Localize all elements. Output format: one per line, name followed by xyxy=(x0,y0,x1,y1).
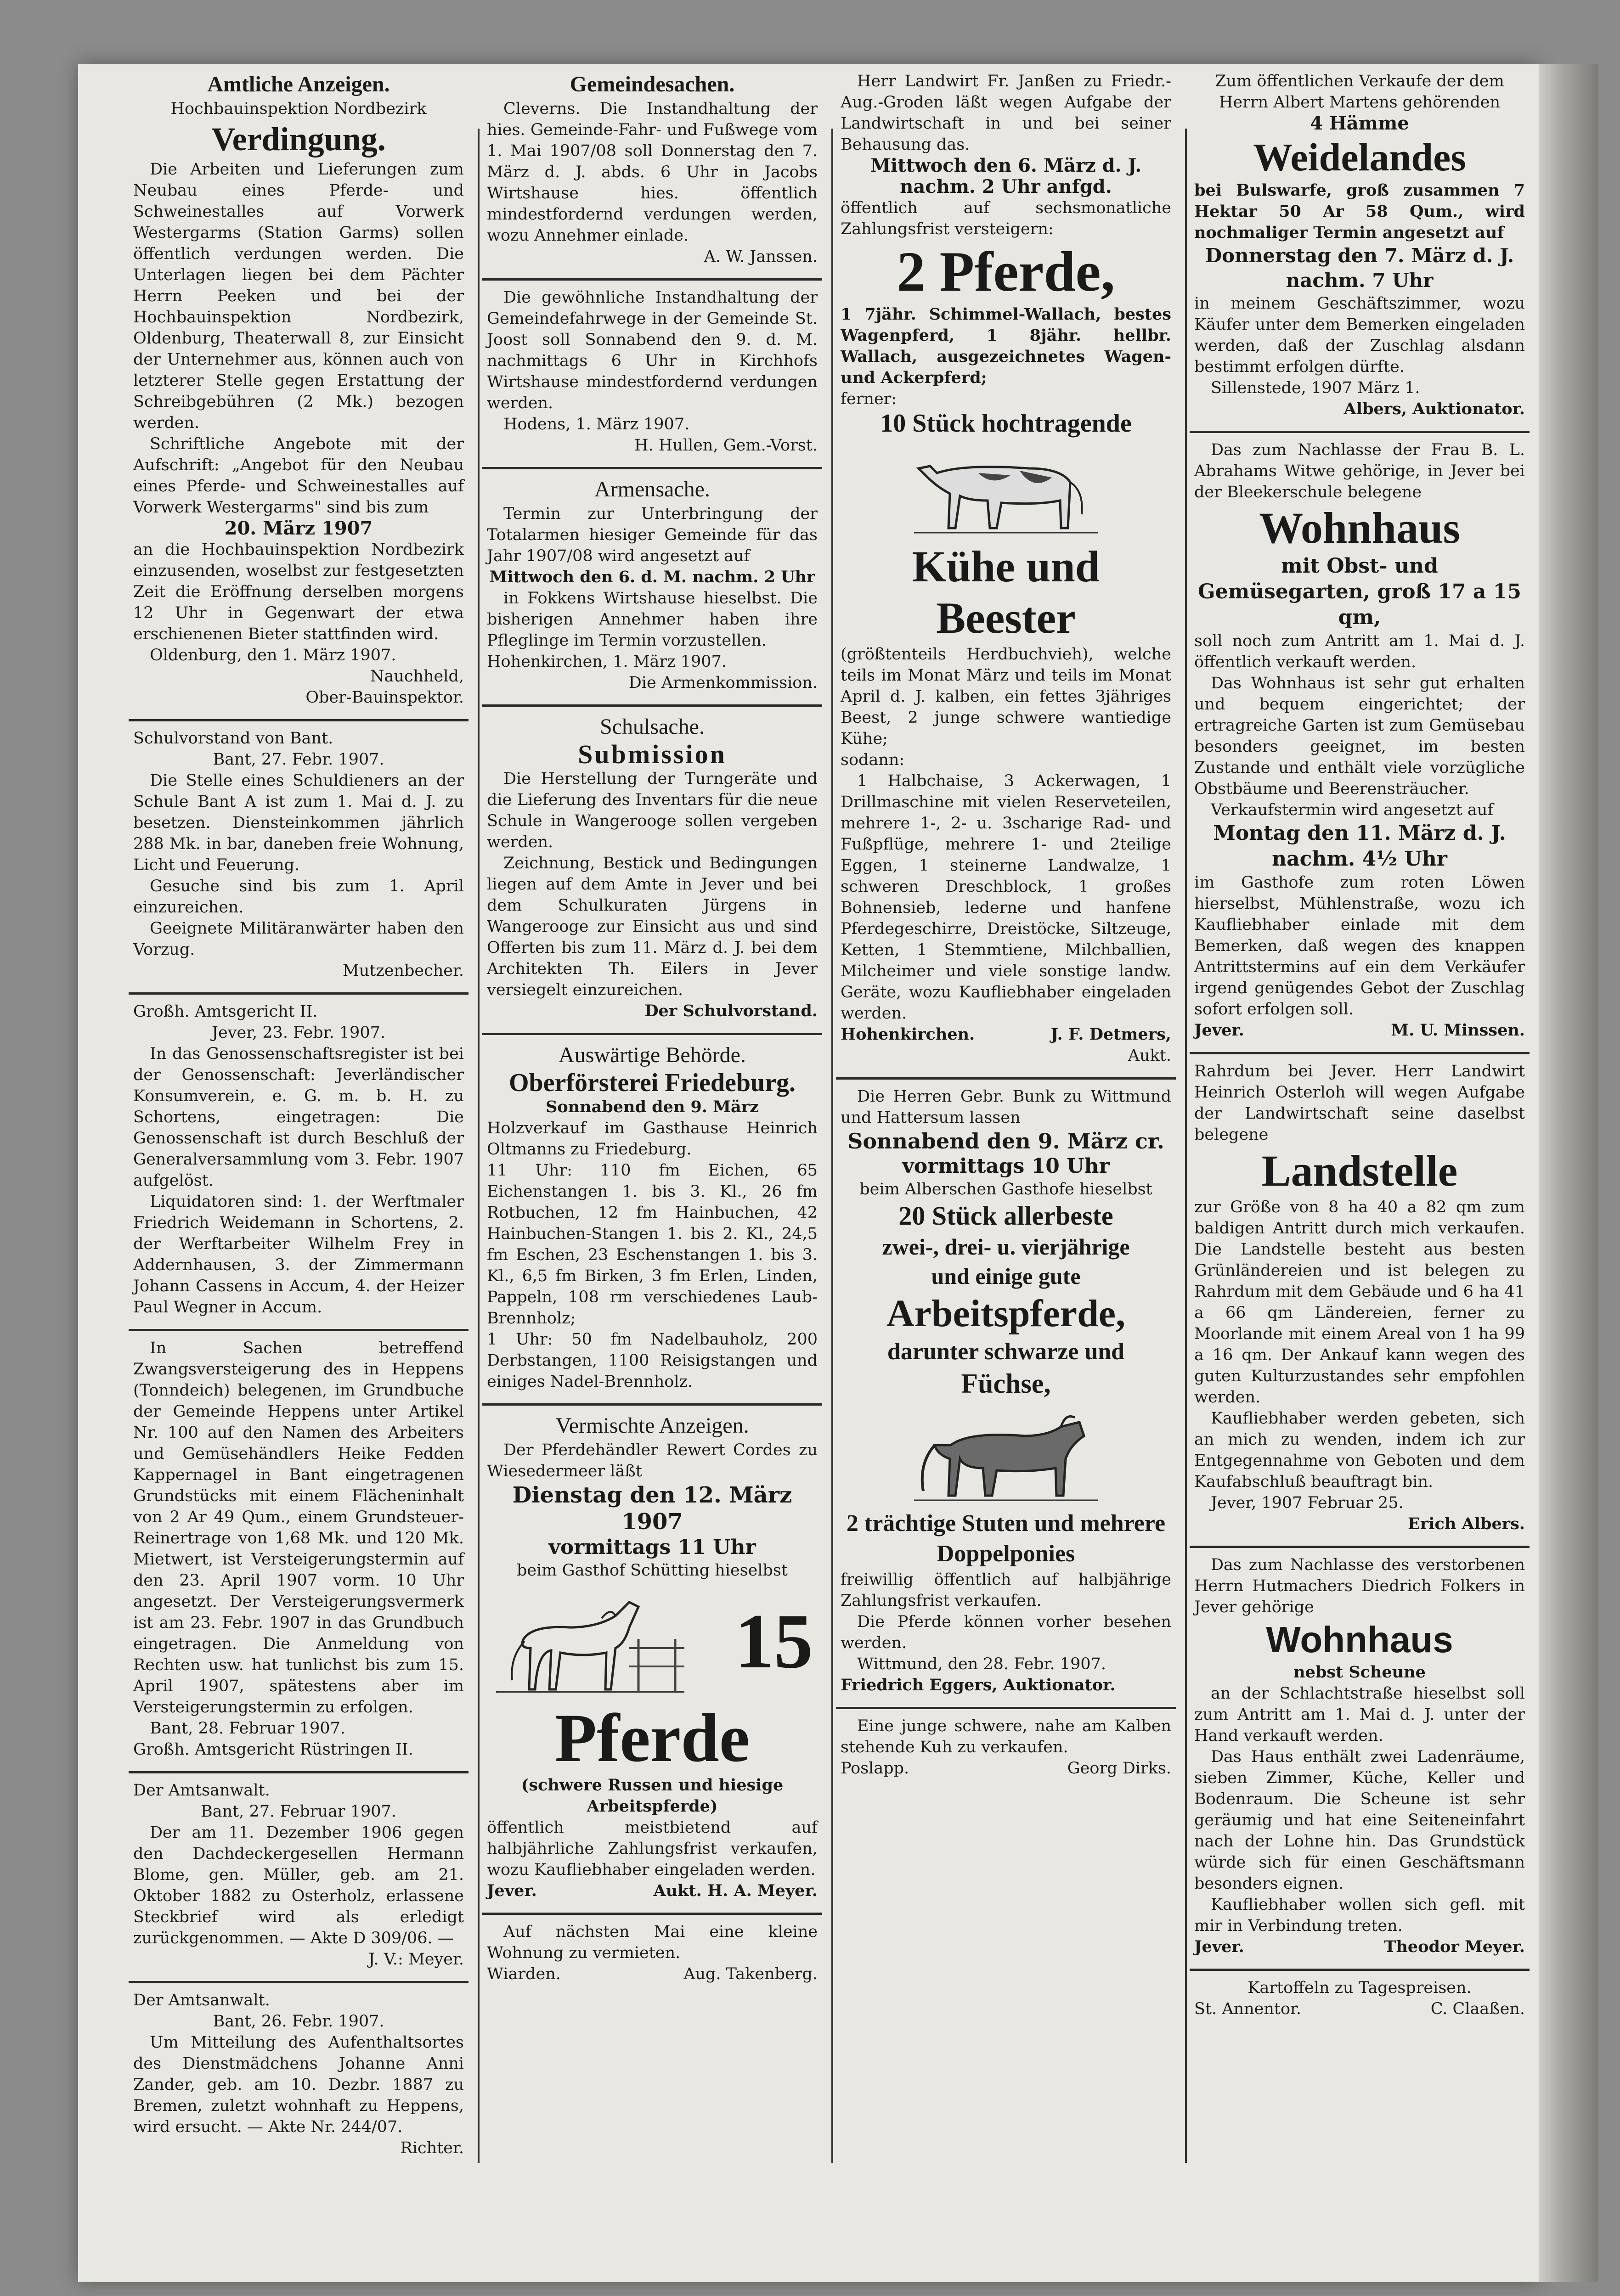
ad-signature: Theodor Meyer. xyxy=(1384,1937,1525,1956)
ad-body: Gesuche sind bis zum 1. April einzureichen. xyxy=(133,877,464,917)
ad-signature: Mutzenbecher. xyxy=(342,962,464,980)
ad-body: Kaufliebhaber werden gebeten, sich an mich zu wenden, indem ich zur Entgegennahme von Geboten und dem Kaufabschluß beauftragt bin. xyxy=(1194,1409,1525,1491)
horse-illustration-block xyxy=(487,1581,818,1701)
ad-title: Kühe und xyxy=(912,542,1100,591)
ad-body: freiwillig öffentlich auf halbjährige Zahlungsfrist verkaufen. xyxy=(841,1570,1171,1610)
ad-body: bei Bulswarfe, groß zusammen 7 Hektar 50 Ar 58 Qum., wird nochmaliger Termin angesetzt auf xyxy=(1194,181,1525,242)
ad-signature: M. U. Minssen. xyxy=(1391,1021,1525,1040)
ad-signature: Großh. Amtsgericht Rüstringen II. xyxy=(133,1740,413,1759)
ad-title: Weidelandes xyxy=(1253,135,1466,179)
ad-body: Rahrdum bei Jever. Herr Landwirt Heinrich Osterloh will wegen Aufgabe der Landwirtschaft seine daselbst belegene xyxy=(1194,1062,1525,1144)
ad-title: 20 Stück allerbeste xyxy=(898,1201,1113,1231)
ad-date: Mittwoch den 6. März d. J. nachm. 2 Uhr anfgd. xyxy=(870,155,1142,197)
ad-body: Das Haus enthält zwei Ladenräume, sieben Zimmer, Küche, Keller und Bodenraum. Die Scheune ist sehr geräumig und hat eine Seiteneinfahrt nach der Lohne hin. Das Grundstück würde sich für einen Geschäftsmann besonders eignen. xyxy=(1194,1748,1525,1893)
ad-date: Bant, 27. Februar 1907. xyxy=(201,1802,396,1821)
ad-place: Sillenstede, 1907 März 1. xyxy=(1211,379,1420,397)
ad-subtitle: nebst Scheune xyxy=(1293,1663,1426,1682)
ad-body: Auf nächsten Mai eine kleine Wohnung zu vermieten. xyxy=(487,1923,818,1962)
ad-title: Wohnhaus xyxy=(1259,503,1460,552)
ad-signature: Friedrich Eggers, Auktionator. xyxy=(841,1676,1116,1694)
ad-place: Jever. xyxy=(1194,1021,1244,1040)
ad-schulvorstand xyxy=(129,721,469,995)
ad-footer xyxy=(487,1880,818,1902)
ad-footer xyxy=(841,1024,1171,1045)
ad-body: in Fokkens Wirtshause hieselbst. Die bisherigen Annehmer haben ihre Pfleglinge im Termin vorzustellen. xyxy=(487,589,818,650)
book-page-edge xyxy=(1539,64,1598,2282)
ad-place: Hohenkirchen. xyxy=(841,1025,975,1044)
pony-illustration xyxy=(909,1404,1102,1505)
ad-date: Sonnabend den 9. März xyxy=(546,1097,759,1116)
ad-title: Arbeitspferde, xyxy=(886,1292,1126,1335)
ad-body: öffentlich auf sechsmonatliche Zahlungsfrist versteigern: xyxy=(841,199,1171,238)
ad-signature: Erich Albers. xyxy=(1408,1514,1525,1533)
ad-title: Oberförsterei Friedeburg. xyxy=(508,1069,796,1097)
ad-body: Die gewöhnliche Instandhaltung der Gemeindefahrwege in der Gemeinde St. Joost soll Sonnabend den 9. d. M. nachmittags 6 Uhr in Kirchhofs Wirtshause mindestfordernd verdungen werden. xyxy=(487,288,818,412)
ad-hodens xyxy=(482,281,822,469)
ad-date: Mittwoch den 6. d. M. nachm. 2 Uhr xyxy=(489,568,815,586)
ad-signature: H. Hullen, Gem.-Vorst. xyxy=(634,436,818,455)
ad-signature: Aug. Takenberg. xyxy=(683,1965,818,1983)
ad-amtsanwalt xyxy=(129,1983,469,2170)
ad-landstelle xyxy=(1190,1054,1530,1548)
ad-title: zwei-, drei- u. vierjährige xyxy=(882,1234,1130,1260)
ad-body: öffentlich meistbietend auf halbjährliche Zahlungsfrist verkaufen, wozu Kaufliebhaber eingeladen werden. xyxy=(487,1818,818,1879)
ad-body: 1 Uhr: 50 fm Nadelbauholz, 200 Derbstangen, 1100 Reisigstangen und einiges Nadel-Brennholz. xyxy=(487,1330,818,1391)
section-heading: Auswärtige Behörde. xyxy=(559,1043,746,1067)
ad-place: St. Annentor. xyxy=(1194,2000,1302,2018)
ad-head: Großh. Amtsgericht II. xyxy=(133,1002,318,1021)
column-rule xyxy=(1185,129,1187,2163)
ad-date: Bant, 27. Febr. 1907. xyxy=(213,750,384,769)
ad-body: in meinem Geschäftszimmer, wozu Käufer unter dem Bemerken eingeladen werden, daß der Zuschlag alsdann bestimmt erfolgen dürfte. xyxy=(1194,294,1525,376)
ad-date: Jever, 23. Febr. 1907. xyxy=(212,1024,385,1042)
ad-amtsanwalt xyxy=(129,1773,469,1983)
ad-signature: J. V.: Meyer. xyxy=(368,1950,464,1969)
ad-body: Cleverns. Die Instandhaltung der hies. Gemeinde-Fahr- und Fußwege vom 1. Mai 1907/08 soll Donnerstag den 7. März d. J. abds. 6 Uhr in Jacobs Wirtshause hies. öffentlich mindestfordernd verdungen werden, wozu Annehmer einlade. xyxy=(487,100,818,245)
ad-body: Das Wohnhaus ist sehr gut erhalten und bequem eingerichtet; der ertragreiche Garten ist zum Gemüsebau besonders geeignet, im besten Zustande und enthält viele vorzügliche Obstbäume und Beerensträucher. xyxy=(1194,674,1525,798)
ad-title: Verdingung. xyxy=(211,121,386,158)
ad-signature: J. F. Detmers, xyxy=(1050,1025,1171,1044)
ad-body: 11 Uhr: 110 fm Eichen, 65 Eichenstangen 1. bis 3. Kl., 26 fm Rotbuchen, 12 fm Hainbuchen, 42 Hainbuchen-Stangen 1. bis 2. Kl., 24,5 fm Eschen, 23 Eschenstangen 1. bis 3. Kl., 6,5 fm Birken, 3 fm Erlen, Linden, Pappeln, 108 rm verschiedenes Laub-Brennholz; xyxy=(487,1161,818,1328)
ad-body: Die Pferde können vorher besehen werden. xyxy=(841,1613,1171,1652)
ad-kartoffeln xyxy=(1190,1971,1530,2031)
ad-body: Liquidatoren sind: 1. der Werftmaler Friedrich Weidemann in Schortens, 2. der Werftarbeiter Wilhelm Frey in Addernhausen, 3. der Zimmermann Johann Cassens in Accum, 4. der Heizer Paul Wegner in Accum. xyxy=(133,1193,464,1317)
ad-body: Um Mitteilung des Aufenthaltsortes des Dienstmädchens Johanne Anni Zander, geb. am 10. Dezbr. 1887 zu Bremen, zuletzt wohnhaft zu Heppens, wird ersucht. — Akte Nr. 244/07. xyxy=(133,2033,464,2136)
ad-body: Die Arbeiten und Lieferungen zum Neubau eines Pferde- und Schweinestalles auf Vorwerk Westergarms (Station Garms) sollen öffentlich verdungen werden. Die Unterlagen liegen bei dem Pächter Herrn Peeken und bei der Hochbauinspektion Nordbezirk, Oldenburg, Theaterwall 8, zur Einsicht der Unternehmer aus, können auch von letzterer Stelle gegen Erstattung der Schreibgebühren (2 Mk.) bezogen werden. xyxy=(133,160,464,432)
ad-footer xyxy=(1194,1998,1525,2020)
ad-body: Termin zur Unterbringung der Totalarmen hiesiger Gemeinde für das Jahr 1907/08 wird angesetzt auf xyxy=(487,505,818,565)
ad-title: Wohnhaus xyxy=(1266,1619,1453,1660)
ad-subtitle: (schwere Russen und hiesige Arbeitspferde) xyxy=(521,1776,784,1816)
ad-date: Dienstag den 12. März 1907 xyxy=(512,1482,792,1535)
ad-title: Beester xyxy=(936,593,1076,642)
ad-place: beim Alberschen Gasthofe hieselbst xyxy=(859,1180,1152,1199)
ad-body: Der Pferdehändler Rewert Cordes zu Wiesedermeer läßt xyxy=(487,1441,818,1480)
ad-body: Geeignete Militäranwärter haben den Vorzug. xyxy=(133,919,464,959)
ad-body: Eine junge schwere, nahe am Kalben stehende Kuh zu verkaufen. xyxy=(841,1717,1171,1756)
ad-signature: C. Claaßen. xyxy=(1430,2000,1525,2018)
ad-place: Wittmund, den 28. Febr. 1907. xyxy=(857,1655,1106,1673)
ad-place: Jever. xyxy=(487,1881,537,1900)
ad-title: 2 trächtige Stuten und mehrere Doppelponies xyxy=(846,1510,1166,1567)
ad-body: Herr Landwirt Fr. Janßen zu Friedr.-Aug.-Groden läßt wegen Aufgabe der Landwirtschaft in und bei seiner Behausung das. xyxy=(841,72,1171,154)
section-heading: Amtliche Anzeigen. xyxy=(207,72,390,96)
section-heading: Gemeindesachen. xyxy=(570,72,735,96)
ad-body: Das zum Nachlasse der Frau B. L. Abrahams Witwe gehörige, in Jever bei der Bleekerschule belegene xyxy=(1194,441,1525,501)
ad-head: Schulvorstand von Bant. xyxy=(133,729,333,748)
ad-body: (größtenteils Herdbuchvieh), welche teils im Monat März und teils im Monat April d. J. kalben, ein fettes 3jähriges Beest, 2 junge schwere wantiedige Kühe; xyxy=(841,645,1171,748)
ad-signature: A. W. Janssen. xyxy=(704,248,818,266)
ad-signature: Albers, Auktionator. xyxy=(1343,400,1525,418)
ad-place: Hohenkirchen, 1. März 1907. xyxy=(487,653,727,671)
ad-place: Jever. xyxy=(1194,1937,1244,1956)
ad-body: Schriftliche Angebote mit der Aufschrift: „Angebot für den Neubau eines Pferde- und Schweinestalles auf Vorwerk Westergarms" sind bis zum xyxy=(133,435,464,517)
ad-signature: Ober-Bauinspektor. xyxy=(305,688,464,707)
column-3 xyxy=(836,64,1176,1790)
ad-oberfoersterei xyxy=(482,1035,822,1406)
ad-body: 1 Halbchaise, 3 Ackerwagen, 1 Drillmaschine mit vielen Reserveteilen, mehrere 1-, 2- u. 3scharige Rad- und Fußpflüge, mehrere 1- und 2teilige Eggen, 1 steinerne Landwalze, 1 schweren Dreschblock, 1 großes Bohnensieb, lederne und hanfene Pferdegeschirre, Dreistöcke, Siltzeuge, Ketten, 1 Stemmtiene, Milchballien, Milcheimer und viele sonstige landw. Geräte, wozu Kaufliebhaber eingeladen werden. xyxy=(841,772,1171,1023)
ad-footer xyxy=(1194,1936,1525,1958)
section-heading: Schulsache. xyxy=(600,715,705,739)
ad-abrahams-wohnhaus xyxy=(1190,433,1530,1054)
horse-illustration xyxy=(491,1584,689,1699)
ad-date: 20. März 1907 xyxy=(224,518,373,539)
ad-verdingung xyxy=(129,64,469,721)
ad-head: Der Amtsanwalt. xyxy=(133,1991,270,2009)
ad-title: Pferde xyxy=(554,1700,750,1776)
ad-body: Verkaufstermin wird angesetzt auf xyxy=(1211,801,1494,819)
ad-date: Bant, 26. Febr. 1907. xyxy=(213,2012,384,2031)
ad-place: beim Gasthof Schütting hieselbst xyxy=(517,1561,788,1580)
column-rule xyxy=(478,129,480,2163)
ad-body: Zum öffentlichen Verkaufe der dem Herrn Albert Martens gehörenden xyxy=(1215,72,1504,112)
ad-signature: Der Schulvorstand. xyxy=(644,1002,818,1020)
ad-place: Jever, 1907 Februar 25. xyxy=(1211,1494,1404,1512)
ad-date: Donnerstag den 7. März d. J. nachm. 7 Uhr xyxy=(1205,244,1514,292)
ad-body: zur Größe von 8 ha 40 a 82 qm zum baldigen Antritt durch mich verkaufen. Die Landstelle besteht aus besten Grünländereien und ist belegen zu Rahrdum mit dem Gebäude und 6 ha 41 a 66 qm Ländereien, ferner zu Moorlande mit einem Areal von 1 ha 99 a 16 qm. Der Ankauf kann wegen des guten Kulturzustandes sehr empfohlen werden. xyxy=(1194,1198,1525,1407)
ad-date: Montag den 11. März d. J. nachm. 4½ Uhr xyxy=(1213,822,1506,871)
ad-dept: Hochbauinspektion Nordbezirk xyxy=(170,100,427,118)
ad-footer xyxy=(487,1964,818,1985)
ad-body: soll noch zum Antritt am 1. Mai d. J. öffentlich verkauft werden. xyxy=(1194,632,1525,671)
ad-body: Das zum Nachlasse des verstorbenen Herrn Hutmachers Diedrich Folkers in Jever gehörige xyxy=(1194,1556,1525,1616)
ad-signature: Nauchheld, xyxy=(370,667,464,686)
cow-illustration xyxy=(909,441,1102,537)
ad-title: Landstelle xyxy=(1261,1146,1458,1195)
ad-title: 2 Pferde, xyxy=(897,240,1115,303)
ad-bunk-auction xyxy=(836,1080,1176,1709)
ad-time: vormittags 11 Uhr xyxy=(548,1536,756,1559)
ad-body: Die Herstellung der Turngeräte und die Lieferung des Inventars für die neue Schule in Wangerooge sollen vergeben werden. xyxy=(487,770,818,851)
ad-date: Sonnabend den 9. März cr. xyxy=(847,1129,1164,1154)
column-rule xyxy=(831,129,833,2163)
ad-title: Füchse, xyxy=(961,1368,1051,1399)
ad-armensache xyxy=(482,469,822,707)
horse-count: 15 xyxy=(735,1598,813,1684)
ad-time: vormittags 10 Uhr xyxy=(902,1154,1110,1178)
ad-body: an der Schlachtstraße hieselbst soll zum Antritt am 1. Mai d. J. unter der Hand verkauft werden. xyxy=(1194,1684,1525,1745)
ad-body: 1 7jähr. Schimmel-Wallach, bestes Wagenpferd, 1 8jähr. hellbr. Wallach, ausgezeichnetes Wagen- und Ackerpferd; xyxy=(841,305,1171,387)
column-4 xyxy=(1190,64,1530,2031)
ad-place: Wiarden. xyxy=(487,1965,561,1983)
column-1 xyxy=(129,64,469,2170)
ad-amount: 4 Hämme xyxy=(1310,113,1409,134)
ad-body: Kartoffeln zu Tagespreisen. xyxy=(1247,1979,1472,1997)
ad-zwangsversteigerung xyxy=(129,1331,469,1773)
ad-body: Die Herren Gebr. Bunk zu Wittmund und Hattersum lassen xyxy=(841,1087,1171,1127)
ad-title: Submission xyxy=(578,739,727,769)
ad-place: Poslapp. xyxy=(841,1759,909,1778)
ad-folkers-wohnhaus xyxy=(1190,1548,1530,1971)
ad-body: In Sachen betreffend Zwangsversteigerung des in Heppens (Tonndeich) belegenen, im Grundbuche der Gemeinde Heppens unter Artikel Nr. 100 auf den Namen des Arbeiters und Gemüsehändlers Heike Fedden Kappernagel in Bant eingetragenen Grundstücks mit einem Flächeninhalt von 2 Ar 49 Qum., einem Grundsteuer-Reinertrage von 1,68 Mk. und 120 Mk. Mietwert, ist Versteigerungstermin auf den 23. April 1907 vorm. 10 Uhr angesetzt. Der Versteigerungsvermerk ist am 23. Febr. 1907 in das Grundbuch eingetragen. Die Anmeldung von Rechten usw. hat tunlichst bis zum 15. April 1907, spätestens aber im Versteigerungstermin zu erfolgen. xyxy=(133,1339,464,1716)
ad-signature: Die Armenkommission. xyxy=(628,674,818,692)
ad-title: und einige gute xyxy=(931,1263,1081,1289)
ad-signature: Aukt. xyxy=(1128,1047,1171,1065)
ad-body: Die Stelle eines Schuldieners an der Schule Bant A ist zum 1. Mai d. J. zu besetzen. Diensteinkommen jährlich 288 Mk. in bar, daneben freie Wohnung, Licht und Feuerung. xyxy=(133,771,464,874)
ad-body: Kaufliebhaber wollen sich gefl. mit mir in Verbindung treten. xyxy=(1194,1896,1525,1935)
ad-schulsache xyxy=(482,707,822,1035)
ad-gemeindesachen xyxy=(482,64,822,281)
ad-signature: Aukt. H. A. Meyer. xyxy=(653,1881,818,1900)
section-heading: Armensache. xyxy=(594,477,710,501)
ad-body: Der am 11. Dezember 1906 gegen den Dachdeckergesellen Hermann Blome, gen. Müller, geb. am 21. Oktober 1882 zu Osterholz, erlassene Steckbrief wird als erledigt zurückgenommen. — Akte D 309/06. — xyxy=(133,1823,464,1947)
ad-weideland xyxy=(1190,64,1530,433)
ad-subtitle: 10 Stück hochtragende xyxy=(880,409,1132,438)
ad-title: darunter schwarze und xyxy=(887,1339,1125,1365)
ad-body: Holzverkauf im Gasthause Heinrich Oltmanns zu Friedeburg. xyxy=(487,1119,818,1159)
ad-date: Hodens, 1. März 1907. xyxy=(503,415,690,433)
ad-signature: Richter. xyxy=(400,2139,464,2157)
ad-kuh xyxy=(836,1709,1176,1790)
ad-body: im Gasthofe zum roten Löwen hierselbst, Mühlenstraße, wozu ich Kaufliebhaber einlade mit dem Bemerken, daß wegen des knappen Antrittstermins auf ein dem Verkäufer irgend genügendes Gebot der Zuschlag sofort erfolgen soll. xyxy=(1194,873,1525,1019)
ad-body: Zeichnung, Bestick und Bedingungen liegen auf dem Amte in Jever und bei dem Schulkuraten Jürgens in Wangerooge zur Einsicht aus und sind Offerten bis zum 11. März d. J. bei dem Architekten Th. Eilers in Jever versiegelt einzureichen. xyxy=(487,854,818,999)
ad-wohnung xyxy=(482,1915,822,1996)
ad-label: ferner: xyxy=(841,390,897,408)
ad-amtsgericht xyxy=(129,995,469,1331)
column-2 xyxy=(482,64,822,1996)
ad-footer xyxy=(841,1758,1171,1779)
ad-label: sodann: xyxy=(841,751,905,769)
ad-janssen-auction xyxy=(836,64,1176,1080)
section-heading: Vermischte Anzeigen. xyxy=(555,1413,749,1438)
ad-15-pferde xyxy=(482,1406,822,1915)
ad-signature: Georg Dirks. xyxy=(1067,1759,1171,1778)
ad-date: Bant, 28. Februar 1907. xyxy=(150,1719,345,1738)
ad-body: an die Hochbauinspektion Nordbezirk einzusenden, woselbst zur festgesetzten Zeit die Eröffnung derselben morgens 12 Uhr in Gegenwart der etwa erschienenen Bieter stattfinden wird. xyxy=(133,540,464,643)
ad-subtitle: mit Obst- und Gemüsegarten, groß 17 a 15 qm, xyxy=(1198,554,1521,629)
ad-head: Der Amtsanwalt. xyxy=(133,1781,270,1800)
ad-footer xyxy=(1194,1020,1525,1041)
ad-body: In das Genossenschaftsregister ist bei der Genossenschaft: Jeverländischer Konsumverein, e. G. m. b. H. zu Schortens, eingetragen: Die Genossenschaft ist durch Beschluß der Generalversammlung vom 3. Febr. 1907 aufgelöst. xyxy=(133,1045,464,1190)
ad-place: Oldenburg, den 1. März 1907. xyxy=(150,646,396,664)
